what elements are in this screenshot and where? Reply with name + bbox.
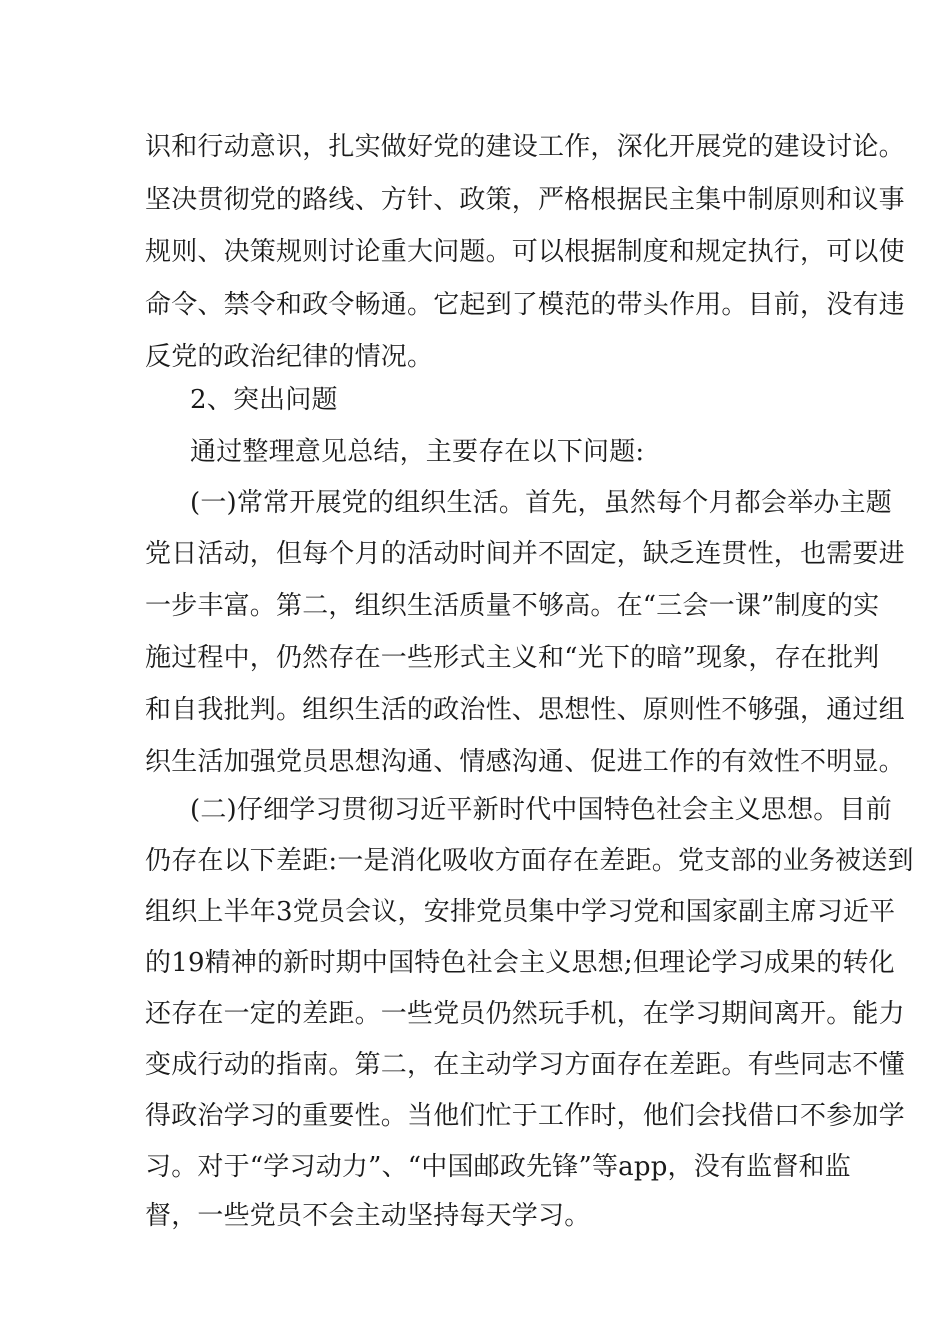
paragraph-line: 坚决贯彻党的路线、方针、政策，严格根据民主集中制原则和议事 [145,185,905,215]
paragraph-line: 命令、禁令和政令畅通。它起到了模范的带头作用。目前，没有违 [145,290,905,320]
paragraph-line: 习。对于“学习动力”、“中国邮政先锋”等app，没有监督和监 [145,1152,851,1182]
paragraph-line: 施过程中，仍然存在一些形式主义和“光下的暗”现象，存在批判 [145,643,880,673]
paragraph-line: 通过整理意见总结，主要存在以下问题: [190,437,645,467]
paragraph-line: 的19精神的新时期中国特色社会主义思想;但理论学习成果的转化 [145,948,895,978]
paragraph-line: 得政治学习的重要性。当他们忙于工作时，他们会找借口不参加学 [145,1101,905,1131]
paragraph-line: 还存在一定的差距。一些党员仍然玩手机，在学习期间离开。能力 [145,999,905,1029]
section-heading: 2、突出问题 [190,385,338,415]
paragraph-line: 反党的政治纪律的情况。 [145,342,434,372]
paragraph-line: 识和行动意识，扎实做好党的建设工作，深化开展党的建设讨论。 [145,132,905,162]
paragraph-line: 一步丰富。第二，组织生活质量不够高。在“三会一课”制度的实 [145,591,880,621]
paragraph-line: (一)常常开展党的组织生活。首先，虽然每个月都会举办主题 [190,488,892,518]
paragraph-line: 督，一些党员不会主动坚持每天学习。 [145,1201,591,1231]
paragraph-line: 党日活动，但每个月的活动时间并不固定，缺乏连贯性，也需要进 [145,539,905,569]
paragraph-line: 变成行动的指南。第二，在主动学习方面存在差距。有些同志不懂 [145,1050,905,1080]
paragraph-line: 仍存在以下差距:一是消化吸收方面存在差距。党支部的业务被送到 [145,846,914,876]
paragraph-line: 和自我批判。组织生活的政治性、思想性、原则性不够强，通过组 [145,695,905,725]
paragraph-line: 规则、决策规则讨论重大问题。可以根据制度和规定执行，可以使 [145,237,905,267]
paragraph-line: (二)仔细学习贯彻习近平新时代中国特色社会主义思想。目前 [190,795,892,825]
paragraph-line: 织生活加强党员思想沟通、情感沟通、促进工作的有效性不明显。 [145,747,905,777]
paragraph-line: 组织上半年3党员会议，安排党员集中学习党和国家副主席习近平 [145,897,896,927]
